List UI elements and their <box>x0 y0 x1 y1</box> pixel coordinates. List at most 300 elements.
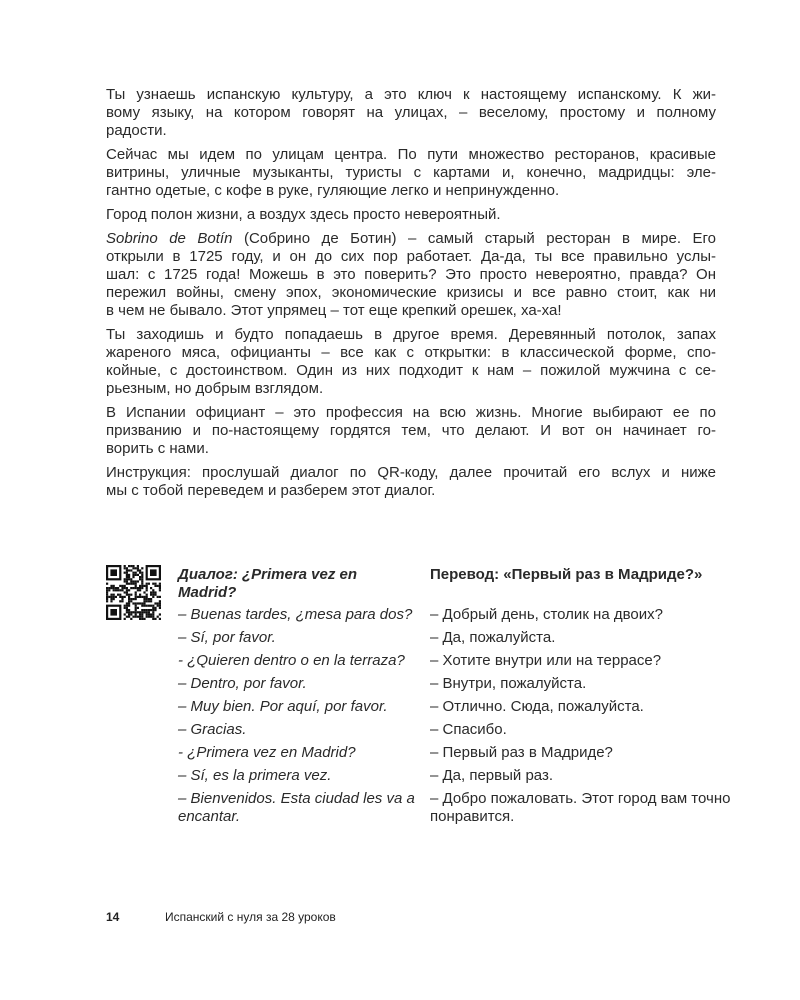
text-line: витрины, уличные музыканты, туристы с картами и, конечно, мадридцы: эле- <box>106 164 716 181</box>
dialog-line-russian: – Да, первый раз. <box>430 767 554 784</box>
qr-module <box>139 602 141 604</box>
qr-module <box>159 600 161 602</box>
qr-module <box>137 574 139 576</box>
qr-module <box>139 576 141 578</box>
qr-module <box>152 607 154 609</box>
qr-module <box>128 598 130 600</box>
qr-module <box>154 585 156 587</box>
qr-module <box>139 585 141 587</box>
qr-module <box>135 611 137 613</box>
dialog-line-russian: – Первый раз в Мадриде? <box>430 744 613 761</box>
dialog-line-spanish: – Dentro, por favor. <box>178 675 307 692</box>
qr-module <box>124 607 126 609</box>
qr-module <box>148 609 150 611</box>
qr-module <box>128 594 130 596</box>
qr-module <box>148 598 150 600</box>
qr-module <box>135 580 137 582</box>
qr-module <box>159 602 161 604</box>
qr-module <box>141 580 143 582</box>
qr-module <box>117 594 119 596</box>
dialog-line-spanish: – Sí, es la primera vez. <box>178 767 332 784</box>
qr-module <box>126 567 128 569</box>
qr-module <box>117 587 119 589</box>
dialog-spanish-title: Диалог: ¿Primera vez en Madrid? <box>178 566 358 601</box>
qr-module <box>152 613 154 615</box>
qr-module <box>128 565 130 567</box>
qr-module <box>126 583 128 585</box>
qr-module <box>113 596 115 598</box>
qr-module <box>150 569 157 576</box>
qr-module <box>146 585 148 587</box>
qr-module <box>159 585 161 587</box>
book-title: Испанский с нуля за 28 уроков <box>165 910 336 924</box>
qr-module <box>150 605 152 607</box>
dialog-line-russian: – Хотите внутри или на террасе? <box>430 652 662 669</box>
qr-module <box>132 611 134 613</box>
qr-module <box>132 565 134 567</box>
qr-module <box>150 616 152 618</box>
qr-module <box>132 576 134 578</box>
paragraph <box>106 230 716 320</box>
qr-module <box>137 565 139 567</box>
qr-code-icon[interactable] <box>106 565 161 620</box>
qr-module <box>154 583 156 585</box>
dialog-line-spanish: – Bienvenidos. Esta ciudad les va a encantar. <box>178 790 415 825</box>
qr-module <box>137 602 139 604</box>
qr-module <box>128 583 130 585</box>
qr-module <box>117 589 119 591</box>
qr-module <box>148 616 150 618</box>
qr-module <box>119 585 121 587</box>
dialog-line-russian: – Да, пожалуйста. <box>430 629 556 646</box>
qr-module <box>141 567 143 569</box>
qr-module <box>110 609 117 616</box>
qr-module <box>135 594 137 596</box>
qr-module <box>128 611 130 613</box>
qr-module <box>106 594 108 596</box>
qr-module <box>126 605 128 607</box>
qr-module <box>128 609 130 611</box>
text-line: Сейчас мы идем по улицам центра. По пути множество ресторанов, красивые <box>106 146 716 163</box>
qr-module <box>135 607 137 609</box>
qr-module <box>126 569 128 571</box>
qr-module <box>141 602 143 604</box>
qr-module <box>139 616 141 618</box>
qr-module <box>143 609 145 611</box>
qr-module <box>139 587 141 589</box>
qr-module <box>126 572 128 574</box>
qr-module <box>148 611 150 613</box>
qr-module <box>106 596 108 598</box>
qr-module <box>119 600 121 602</box>
qr-module <box>146 616 148 618</box>
dialog-russian-title: Перевод: «Первый раз в Мадриде?» <box>430 566 703 583</box>
qr-module <box>154 591 156 593</box>
body-text <box>106 86 716 506</box>
qr-module <box>141 578 143 580</box>
text-line: вому языку, на котором говорят на улицах, – веселому, простому и полному <box>106 104 716 121</box>
qr-module <box>139 572 141 574</box>
qr-module <box>115 596 117 598</box>
qr-module <box>124 585 126 587</box>
qr-module <box>137 607 139 609</box>
qr-module <box>146 611 148 613</box>
qr-module <box>146 609 148 611</box>
text-line: шал: с 1725 года! Можешь в это поверить? Это просто невероятно, правда? Он <box>106 266 716 283</box>
qr-module <box>132 602 134 604</box>
qr-module <box>143 585 145 587</box>
qr-module <box>137 567 139 569</box>
text-line: гантно одетые, с кофе в руке, гуляющие легко и непринужденно. <box>106 182 560 199</box>
page-number: 14 <box>106 910 120 924</box>
qr-module <box>152 605 154 607</box>
qr-module <box>130 565 132 567</box>
qr-module <box>128 616 130 618</box>
qr-module <box>141 583 143 585</box>
qr-module <box>128 569 130 571</box>
qr-module <box>124 596 126 598</box>
qr-module <box>143 591 145 593</box>
qr-module <box>152 611 154 613</box>
qr-module <box>141 611 143 613</box>
qr-module <box>113 585 115 587</box>
qr-module <box>139 611 141 613</box>
qr-module <box>159 605 161 607</box>
dialog-line-spanish: – Gracias. <box>178 721 247 738</box>
qr-module <box>126 587 128 589</box>
text-line: Ты заходишь и будто попадаешь в другое время. Деревянный потолок, запах <box>106 326 716 343</box>
paragraph <box>106 404 716 458</box>
qr-module <box>106 583 108 585</box>
qr-module <box>143 618 145 620</box>
qr-module <box>141 574 143 576</box>
qr-module <box>150 598 152 600</box>
qr-module <box>137 587 139 589</box>
qr-module <box>108 596 110 598</box>
qr-module <box>143 605 145 607</box>
qr-module <box>110 600 112 602</box>
qr-module <box>143 611 145 613</box>
qr-module <box>121 589 123 591</box>
qr-module <box>106 589 108 591</box>
qr-module <box>115 587 117 589</box>
qr-module <box>139 589 141 591</box>
qr-module <box>132 583 134 585</box>
qr-module <box>135 613 137 615</box>
qr-module <box>128 600 130 602</box>
qr-module <box>141 613 143 615</box>
qr-module <box>137 580 139 582</box>
qr-module <box>146 596 148 598</box>
qr-module <box>128 576 130 578</box>
dialog-line-russian: – Внутри, пожалуйста. <box>430 675 587 692</box>
qr-module <box>126 602 128 604</box>
qr-module <box>135 585 137 587</box>
qr-module <box>132 587 134 589</box>
qr-module <box>159 596 161 598</box>
qr-module <box>126 609 128 611</box>
qr-module <box>124 618 126 620</box>
text-line: мы с тобой переведем и разберем этот диалог. <box>106 482 436 499</box>
qr-module <box>132 567 134 569</box>
qr-module <box>135 602 137 604</box>
qr-module <box>119 594 121 596</box>
qr-module <box>128 589 130 591</box>
dialog-line-spanish: - ¿Primera vez en Madrid? <box>178 744 356 761</box>
qr-module <box>154 602 156 604</box>
qr-module <box>143 596 145 598</box>
qr-module <box>132 574 134 576</box>
qr-module <box>146 598 148 600</box>
qr-module <box>152 594 154 596</box>
qr-module <box>146 587 148 589</box>
qr-module <box>126 607 128 609</box>
qr-module <box>126 578 128 580</box>
qr-module <box>130 611 132 613</box>
qr-module <box>106 598 108 600</box>
qr-module <box>135 596 137 598</box>
dialog-line-russian: – Отлично. Сюда, пожалуйста. <box>430 698 644 715</box>
qr-module <box>150 587 152 589</box>
text-line: В Испании официант – это профессия на всю жизнь. Многие выбирают ее по <box>106 404 716 421</box>
qr-module <box>126 611 128 613</box>
qr-module <box>148 613 150 615</box>
text-line: койные, с достоинством. Один из них подходит к нам – пожилой мужчина с се- <box>106 362 716 379</box>
paragraph <box>106 206 716 224</box>
qr-module <box>124 587 126 589</box>
qr-module <box>137 611 139 613</box>
qr-module <box>157 585 159 587</box>
text-line: жареного мяса, официанты – все как с открытки: в классической форме, спо- <box>106 344 716 361</box>
text-line: открыли в 1725 году, и он до сих пор работает. Да-да, ты все правильно услы- <box>106 248 716 265</box>
text-line <box>106 230 716 248</box>
text-line: рьезным, но добрым взглядом. <box>106 380 324 397</box>
qr-module <box>152 591 154 593</box>
dialog-spanish-column <box>178 566 416 831</box>
qr-module <box>141 605 143 607</box>
text-line: Инструкция: прослушай диалог по QR-коду, далее прочитай его вслух и ниже <box>106 464 716 481</box>
qr-module <box>128 613 130 615</box>
qr-module <box>121 598 123 600</box>
qr-module <box>130 613 132 615</box>
qr-module <box>139 596 141 598</box>
qr-module <box>146 594 148 596</box>
qr-module <box>141 585 143 587</box>
qr-module <box>135 609 137 611</box>
qr-module <box>139 578 141 580</box>
dialog-line-spanish: – Sí, por favor. <box>178 629 276 646</box>
qr-module <box>157 602 159 604</box>
qr-module <box>146 613 148 615</box>
dialog-russian-column <box>430 566 735 831</box>
qr-module <box>146 589 148 591</box>
paragraph <box>106 86 716 140</box>
qr-module <box>124 565 126 567</box>
qr-module <box>150 594 152 596</box>
qr-module <box>152 609 154 611</box>
qr-module <box>130 587 132 589</box>
qr-module <box>130 598 132 600</box>
qr-module <box>110 585 112 587</box>
qr-module <box>110 587 112 589</box>
qr-module <box>139 613 141 615</box>
qr-module <box>121 600 123 602</box>
qr-module <box>113 589 115 591</box>
qr-module <box>152 616 154 618</box>
qr-module <box>108 587 110 589</box>
restaurant-name: Sobrino de Botín <box>106 230 233 247</box>
qr-module <box>124 613 126 615</box>
qr-module <box>130 569 132 571</box>
qr-module <box>124 578 126 580</box>
qr-module <box>132 572 134 574</box>
qr-module <box>121 596 123 598</box>
qr-module <box>128 605 130 607</box>
qr-module <box>130 583 132 585</box>
qr-module <box>121 587 123 589</box>
qr-module <box>146 583 148 585</box>
qr-module <box>141 572 143 574</box>
dialog-line-russian: – Спасибо. <box>430 721 507 738</box>
qr-module <box>139 569 141 571</box>
qr-module <box>128 596 130 598</box>
qr-module <box>126 576 128 578</box>
qr-module <box>143 598 145 600</box>
text-line: Ты узнаешь испанскую культуру, а это ключ к настоящему испанскому. К жи- <box>106 86 716 103</box>
qr-module <box>157 605 159 607</box>
qr-module <box>126 580 128 582</box>
qr-module <box>152 583 154 585</box>
qr-module <box>128 574 130 576</box>
qr-module <box>154 594 156 596</box>
qr-module <box>150 609 152 611</box>
text-line-rest: (Собрино де Ботин) – самый старый ресторан в мире. Его <box>232 230 716 247</box>
qr-module <box>130 594 132 596</box>
qr-module <box>110 598 112 600</box>
qr-module <box>110 596 112 598</box>
qr-module <box>154 607 156 609</box>
qr-module <box>110 594 112 596</box>
qr-module <box>159 607 161 609</box>
qr-module <box>106 587 108 589</box>
qr-module <box>137 616 139 618</box>
qr-module <box>152 589 154 591</box>
qr-module <box>135 591 137 593</box>
qr-module <box>159 613 161 615</box>
qr-module <box>126 594 128 596</box>
qr-module <box>141 596 143 598</box>
qr-module <box>141 609 143 611</box>
qr-module <box>141 616 143 618</box>
qr-module <box>106 600 108 602</box>
qr-module <box>124 591 126 593</box>
dialog-line-spanish: - ¿Quieren dentro o en la terraza? <box>178 652 405 669</box>
qr-module <box>130 580 132 582</box>
text-line: призванию и по-настоящему гордятся тем, что делают. И вот он начинает го- <box>106 422 716 439</box>
qr-module <box>135 572 137 574</box>
qr-module <box>143 600 145 602</box>
qr-module <box>150 591 152 593</box>
qr-module <box>115 589 117 591</box>
qr-module <box>135 605 137 607</box>
qr-module <box>139 618 141 620</box>
qr-module <box>157 616 159 618</box>
dialog-line-spanish: – Buenas tardes, ¿mesa para dos? <box>178 606 413 623</box>
qr-module <box>128 578 130 580</box>
qr-module <box>126 591 128 593</box>
qr-module <box>130 578 132 580</box>
qr-module <box>154 618 156 620</box>
qr-module <box>143 602 145 604</box>
qr-module <box>130 618 132 620</box>
qr-module <box>148 600 150 602</box>
qr-module <box>139 594 141 596</box>
qr-module <box>128 602 130 604</box>
qr-module <box>141 576 143 578</box>
paragraph <box>106 464 716 500</box>
qr-module <box>126 616 128 618</box>
qr-module <box>119 589 121 591</box>
qr-module <box>146 600 148 602</box>
paragraph <box>106 326 716 398</box>
qr-module <box>124 567 126 569</box>
qr-module <box>148 583 150 585</box>
qr-module <box>135 574 137 576</box>
qr-module <box>119 596 121 598</box>
dialog-line-russian: – Добрый день, столик на двоих? <box>430 606 663 623</box>
text-line: в чем не бывало. Этот упрямец – тот еще крепкий орешек, ха-ха! <box>106 302 562 319</box>
qr-module <box>152 596 154 598</box>
qr-module <box>113 594 115 596</box>
qr-module <box>159 587 161 589</box>
qr-module <box>146 605 148 607</box>
qr-module <box>130 600 132 602</box>
qr-module <box>137 569 139 571</box>
qr-module <box>141 587 143 589</box>
qr-module <box>135 598 137 600</box>
qr-module <box>135 587 137 589</box>
qr-module <box>159 583 161 585</box>
qr-module <box>135 583 137 585</box>
qr-module <box>159 589 161 591</box>
qr-module <box>121 585 123 587</box>
text-line: Город полон жизни, а воздух здесь просто невероятный. <box>106 206 501 223</box>
qr-module <box>150 613 152 615</box>
qr-module <box>137 589 139 591</box>
qr-module <box>157 596 159 598</box>
qr-module <box>135 616 137 618</box>
dialog-line-russian: – Добро пожаловать. Этот город вам точно понравится. <box>430 790 731 825</box>
text-line: ворить с нами. <box>106 440 209 457</box>
qr-module <box>148 605 150 607</box>
text-line: радости. <box>106 122 167 139</box>
qr-module <box>124 605 126 607</box>
qr-module <box>152 618 154 620</box>
qr-module <box>113 587 115 589</box>
qr-module <box>108 589 110 591</box>
qr-module <box>135 567 137 569</box>
qr-module <box>126 589 128 591</box>
qr-module <box>150 600 152 602</box>
qr-module <box>132 598 134 600</box>
text-line: пережил войны, смену эпох, экономические кризисы и все равно стоит, как ни <box>106 284 716 301</box>
qr-module <box>106 591 108 593</box>
qr-module <box>132 616 134 618</box>
paragraph <box>106 146 716 200</box>
dialog-line-spanish: – Muy bien. Por aquí, por favor. <box>178 698 388 715</box>
qr-module <box>124 580 126 582</box>
qr-module <box>159 618 161 620</box>
